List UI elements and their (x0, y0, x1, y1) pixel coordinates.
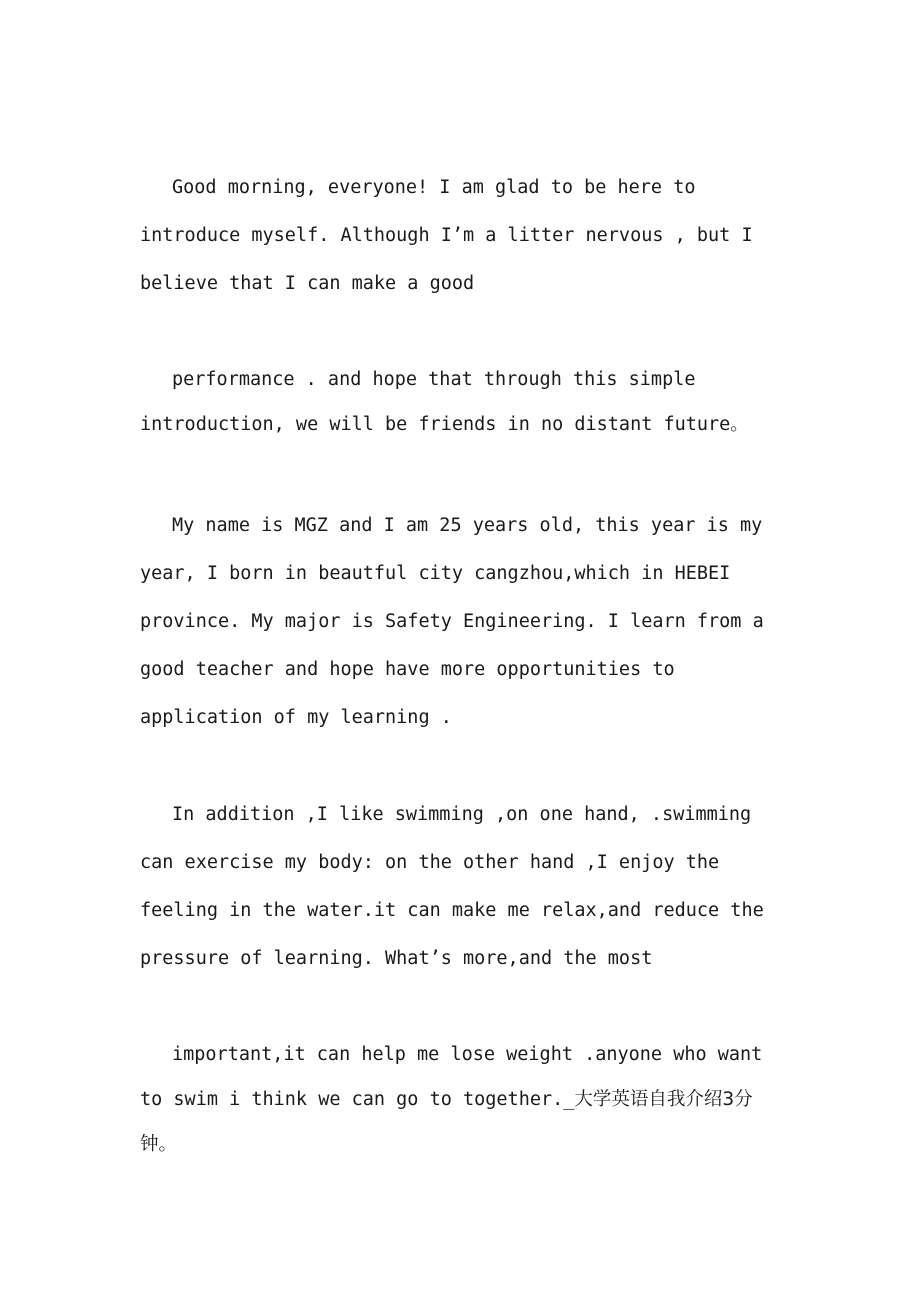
paragraph-closing (140, 1032, 785, 1167)
paragraph-hope: performance . and hope that through this simple introduction, we will be friends in no distant future。 (140, 369, 749, 435)
paragraph-closing-cjk: 大学英语自我介绍3分钟。 (140, 1089, 753, 1155)
paragraph-hobby: In addition ,I like swimming ,on one hand, .swimming can exercise my body: on the other hand ,I enjoy the feeling in the water.it can make me relax,and reduce the pressure of learning. What’s more,and the most (140, 804, 764, 969)
paragraph-closing-text: important,it can help me lose weight .anyone who want to swim i think we can go to together._ (140, 1044, 763, 1110)
paragraph-background: My name is MGZ and I am 25 years old, this year is my year, I born in beautful city cangzhou,which in HEBEI province. My major is Safety Engineering. I learn from a good teacher and hope have more opportunities to application of my learning . (140, 515, 764, 728)
paragraph-greeting: Good morning, everyone! I am glad to be here to introduce myself. Although I’m a litter nervous , but I believe that I can make a good (140, 177, 753, 294)
